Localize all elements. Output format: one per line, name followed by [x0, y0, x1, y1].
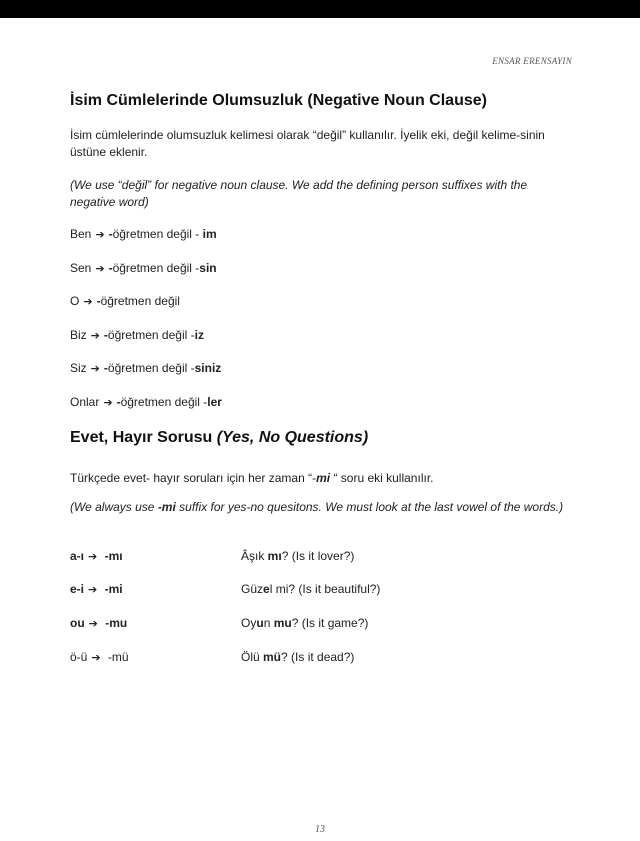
vowels: e-i	[70, 582, 85, 596]
text-bold: mı	[267, 549, 282, 563]
vowel-rule	[70, 549, 123, 563]
example-line-biz	[70, 328, 204, 342]
vowel-rule	[70, 650, 129, 664]
example	[241, 650, 354, 664]
vowel-row-oe	[70, 650, 575, 668]
text: Türkçede evet- hayır soruları için her zaman “-	[70, 471, 317, 485]
arrow-right-icon: ➔	[90, 363, 100, 375]
section-heading-yes-no-questions	[70, 429, 368, 447]
example	[241, 582, 380, 596]
text: ? (Is it lover?)	[281, 549, 355, 563]
heading-italic: (Yes, No Questions)	[216, 429, 369, 446]
text-bold: mi	[316, 471, 331, 485]
phrase: öğretmen değil -	[112, 261, 200, 275]
arrow-right-icon: ➔	[91, 652, 101, 664]
text: n	[263, 616, 274, 630]
example-line-onlar	[70, 395, 222, 409]
text-bold: -mi	[157, 500, 176, 514]
text-bold: mu	[273, 616, 292, 630]
arrow-right-icon: ➔	[88, 618, 98, 630]
paragraph-english-question-rule	[70, 499, 575, 516]
suffix: -mi	[104, 582, 123, 596]
example	[241, 549, 354, 563]
suffix: siniz	[194, 361, 222, 375]
pronoun: Siz	[70, 361, 87, 375]
paragraph-turkish-explanation: İsim cümlelerinde olumsuzluk kelimesi olarak “değil” kullanılır. İyelik eki, değil kelime-sinin üstüne eklenir.	[70, 128, 545, 159]
suffix: iz	[194, 328, 204, 342]
arrow-right-icon: ➔	[88, 584, 98, 596]
text: Ölü	[241, 650, 264, 664]
text-bold: e	[263, 582, 270, 596]
example-line-sen	[70, 261, 217, 275]
dash: -	[116, 395, 121, 409]
vowel-row-a	[70, 549, 575, 567]
dash: -	[96, 294, 101, 308]
page-number: 13	[315, 824, 325, 835]
heading-plain: Evet, Hayır Sorusu	[70, 429, 217, 446]
example-line-siz	[70, 361, 221, 375]
phrase: öğretmen değil -	[107, 328, 195, 342]
vowel-row-e	[70, 582, 575, 600]
arrow-right-icon: ➔	[95, 229, 105, 241]
vowels: ou	[70, 616, 85, 630]
suffix: -mü	[107, 650, 129, 664]
text: Âşık	[241, 549, 268, 563]
document-page	[0, 18, 640, 841]
vowel-row-o	[70, 616, 575, 634]
suffix: -mu	[105, 616, 128, 630]
text-bold: u	[256, 616, 264, 630]
text: ? (Is it dead?)	[281, 650, 355, 664]
vowels: a-ı	[70, 549, 85, 563]
dash: -	[103, 361, 108, 375]
text: (We always use	[70, 500, 158, 514]
text-bold: mü	[263, 650, 282, 664]
arrow-right-icon: ➔	[103, 397, 113, 409]
arrow-right-icon: ➔	[95, 263, 105, 275]
vowels: ö-ü	[70, 650, 88, 664]
example-line-o	[70, 294, 180, 308]
text: Oy	[241, 616, 257, 630]
arrow-right-icon: ➔	[90, 330, 100, 342]
vowel-rule	[70, 616, 127, 630]
text: ? (Is it game?)	[291, 616, 369, 630]
pronoun: O	[70, 294, 80, 308]
dash: -	[108, 261, 113, 275]
paragraph-english-explanation: (We use “değil” for negative noun clause. We add the defining person suffixes with the negative word)	[70, 178, 528, 209]
text: “ soru eki kullanılır.	[330, 471, 434, 485]
arrow-right-icon: ➔	[88, 551, 98, 563]
phrase: öğretmen değil -	[107, 361, 195, 375]
text: l mi? (Is it beautiful?)	[269, 582, 381, 596]
paragraph-turkish-question-rule	[70, 470, 575, 487]
example-line-ben	[70, 227, 217, 241]
suffix: im	[202, 227, 217, 241]
vowel-rule	[70, 582, 123, 596]
suffix: ler	[207, 395, 222, 409]
dash: -	[108, 227, 113, 241]
suffix: -mı	[104, 549, 123, 563]
text: suffix for yes-no quesitons. We must look at the last vowel of the words.)	[175, 500, 564, 514]
phrase: öğretmen değil -	[112, 227, 203, 241]
running-header-author: ENSAR ERENSAYIN	[492, 56, 572, 66]
example	[241, 616, 368, 630]
text: Güz	[241, 582, 264, 596]
pronoun: Biz	[70, 328, 87, 342]
dash: -	[103, 328, 108, 342]
pronoun: Onlar	[70, 395, 100, 409]
phrase: öğretmen değil -	[120, 395, 208, 409]
arrow-right-icon: ➔	[83, 296, 93, 308]
pronoun: Ben	[70, 227, 92, 241]
section-heading-negative-noun-clause: İsim Cümlelerinde Olumsuzluk (Negative Noun Clause)	[70, 92, 487, 109]
phrase: öğretmen değil	[100, 294, 180, 308]
suffix: sin	[199, 261, 217, 275]
pronoun: Sen	[70, 261, 92, 275]
